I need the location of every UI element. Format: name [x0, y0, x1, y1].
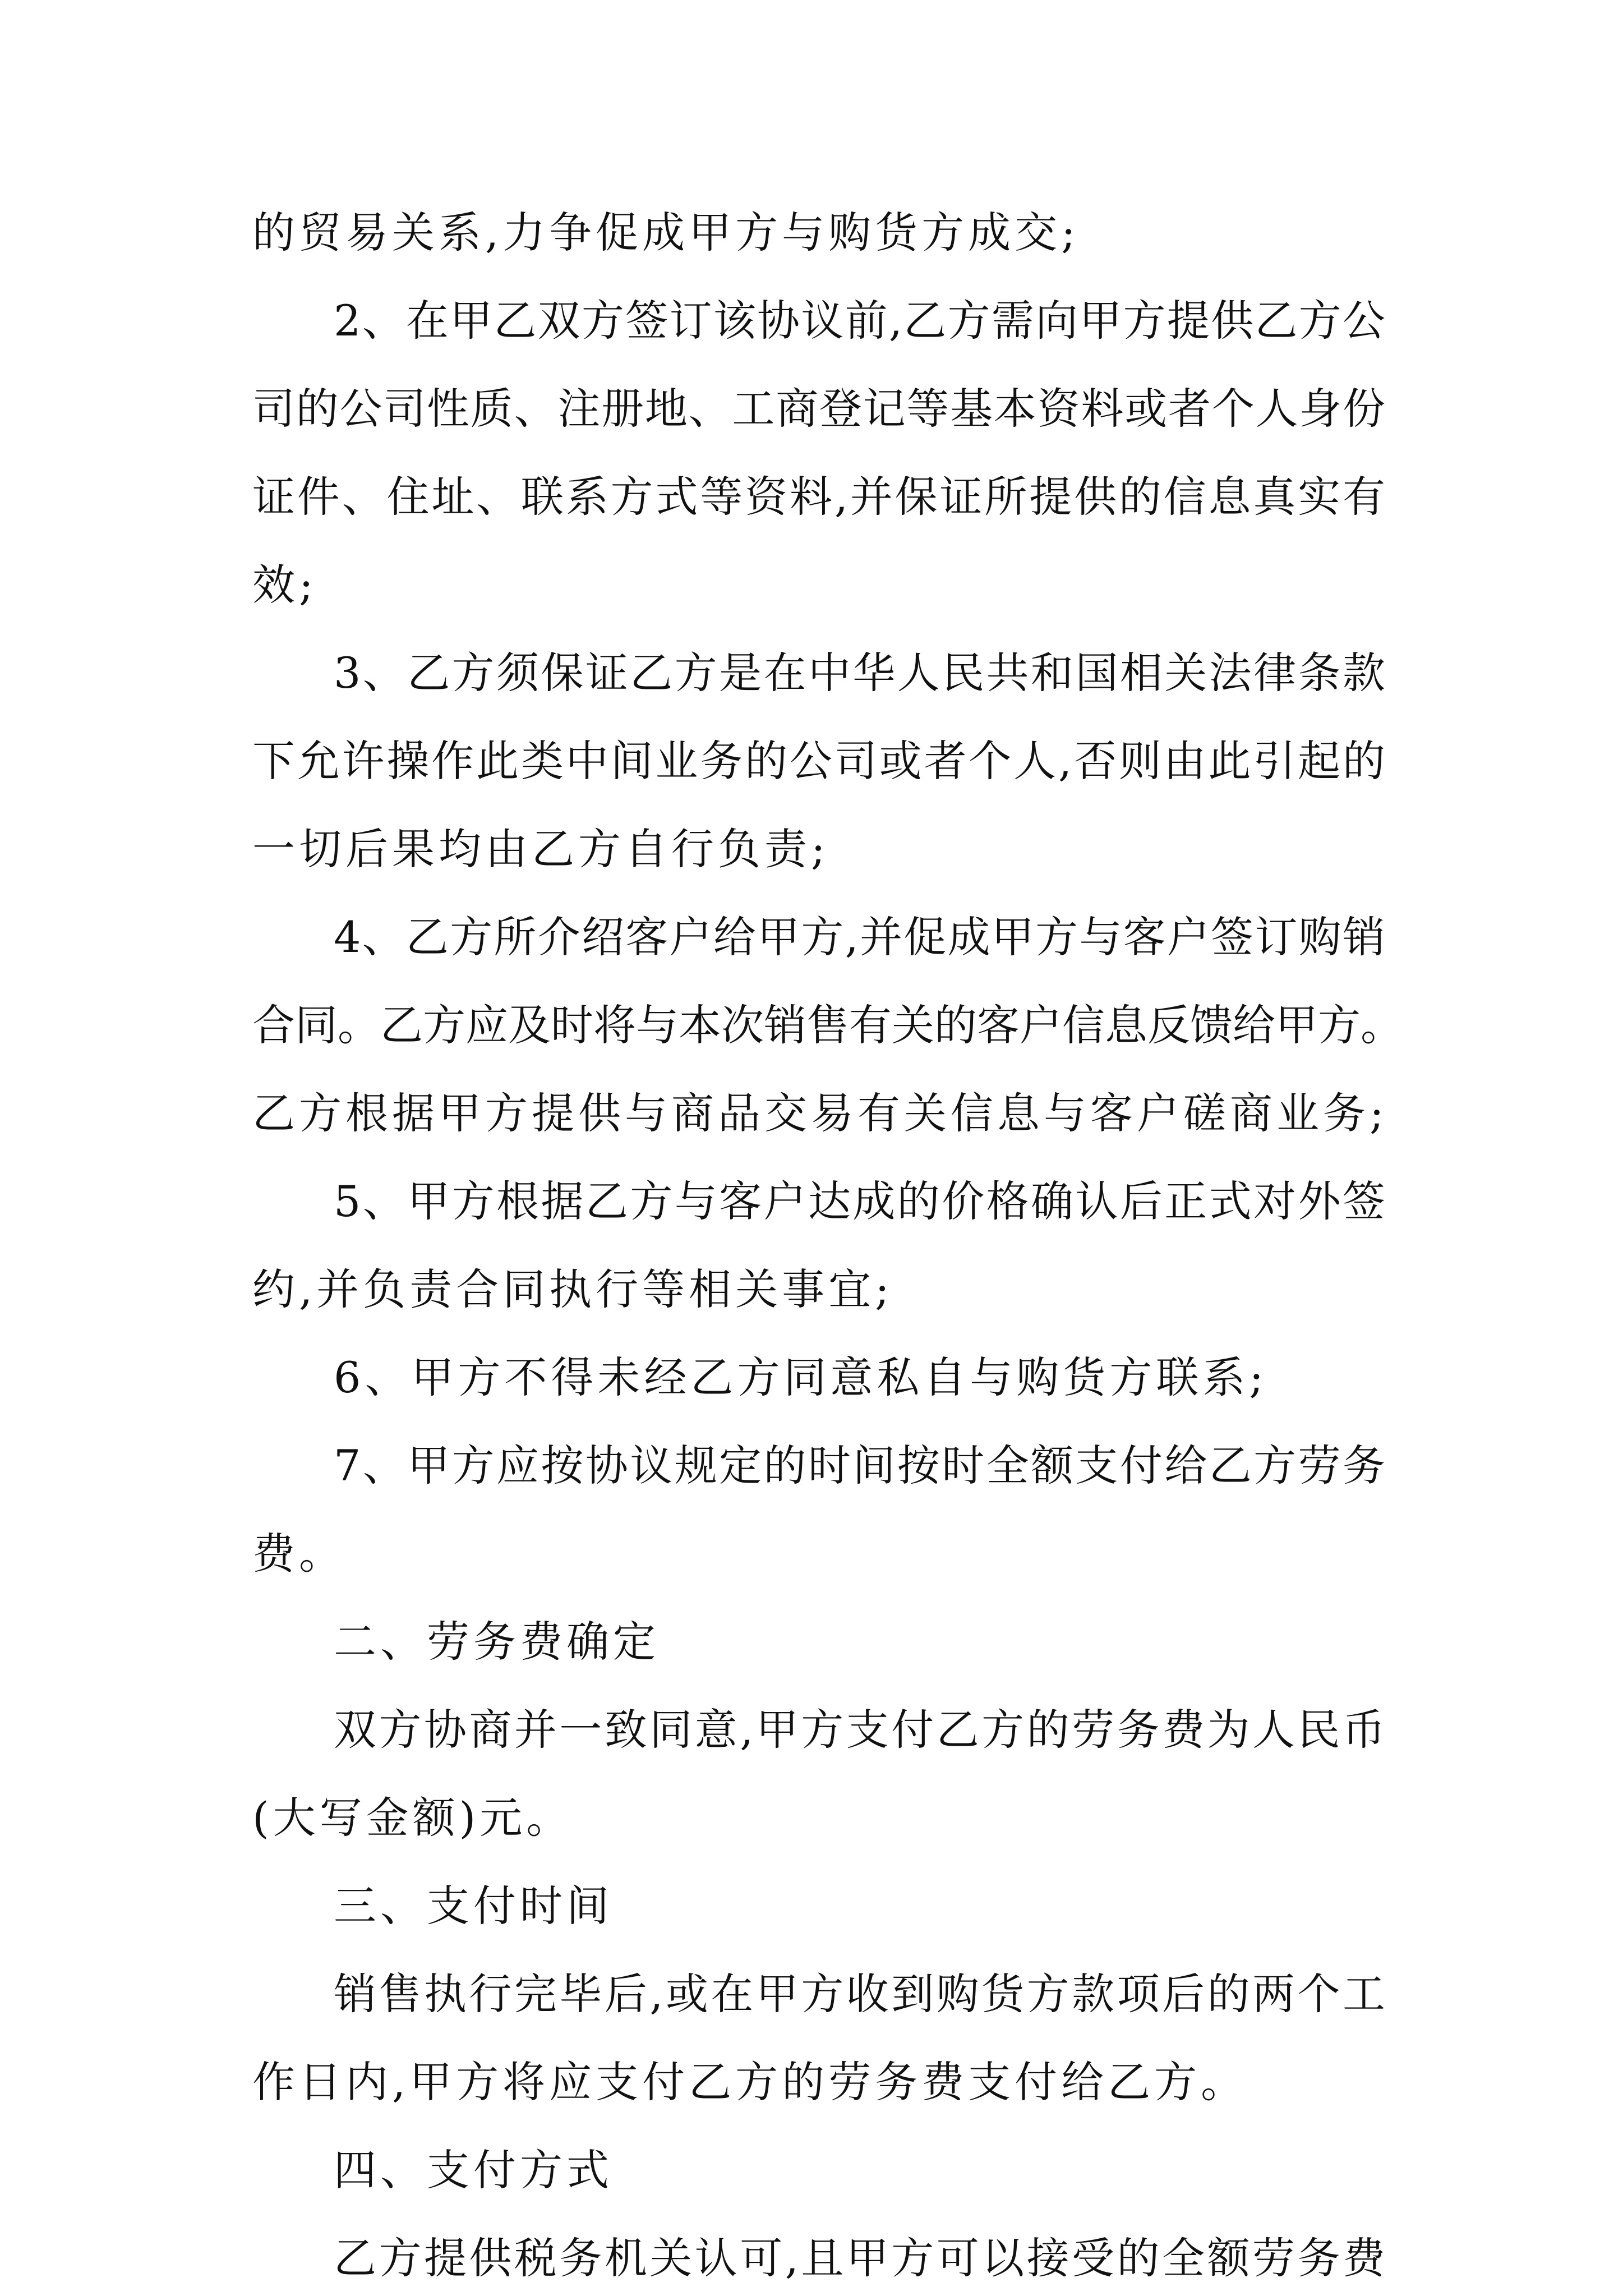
- text-line: 的贸易关系,力争促成甲方与购货方成交;: [252, 208, 1080, 257]
- text-line: 约,并负责合同执行等相关事宜;: [252, 1264, 893, 1314]
- text-line: 2、在甲乙双方签订该协议前,乙方需向甲方提供乙方公: [334, 296, 1385, 346]
- section-heading: 四、支付方式: [334, 2145, 613, 2195]
- text-line: 7、甲方应按协议规定的时间按时全额支付给乙方劳务: [334, 1441, 1385, 1490]
- section-heading: 三、支付时间: [334, 1881, 613, 1931]
- text-line: 下允许操作此类中间业务的公司或者个人,否则由此引起的: [252, 736, 1385, 786]
- text-line: 4、乙方所介绍客户给甲方,并促成甲方与客户签订购销: [334, 912, 1385, 962]
- text-line: 销售执行完毕后,或在甲方收到购货方款项后的两个工: [334, 1969, 1385, 2019]
- text-line: 合同。乙方应及时将与本次销售有关的客户信息反馈给甲方。: [252, 1000, 1403, 1050]
- text-line: 3、乙方须保证乙方是在中华人民共和国相关法律条款: [334, 648, 1385, 698]
- text-line: 作日内,甲方将应支付乙方的劳务费支付给乙方。: [252, 2057, 1248, 2107]
- text-line: 费。: [252, 1529, 345, 1579]
- text-line: 乙方提供税务机关认可,且甲方可以接受的全额劳务费: [334, 2233, 1385, 2283]
- text-line: 6、甲方不得未经乙方同意私自与购货方联系;: [334, 1352, 1267, 1402]
- text-line: (大写金额)元。: [252, 1793, 573, 1843]
- section-heading: 二、劳务费确定: [334, 1617, 660, 1667]
- text-line: 效;: [252, 560, 317, 610]
- text-line: 5、甲方根据乙方与客户达成的价格确认后正式对外签: [334, 1176, 1385, 1226]
- text-line: 证件、住址、联系方式等资料,并保证所提供的信息真实有: [252, 472, 1385, 522]
- text-line: 乙方根据甲方提供与商品交易有关信息与客户磋商业务;: [252, 1088, 1388, 1138]
- text-line: 双方协商并一致同意,甲方支付乙方的劳务费为人民币: [334, 1705, 1385, 1755]
- text-line: 一切后果均由乙方自行负责;: [252, 824, 829, 874]
- text-line: 司的公司性质、注册地、工商登记等基本资料或者个人身份: [252, 384, 1385, 434]
